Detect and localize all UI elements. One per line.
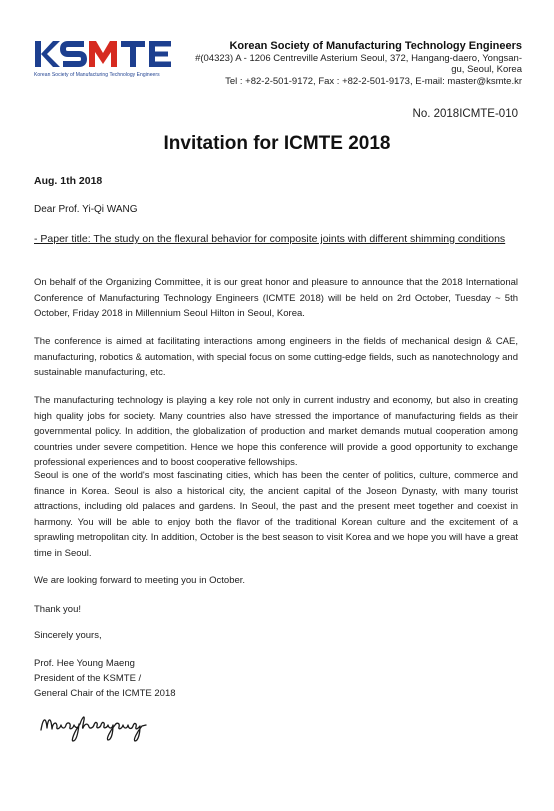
body-paragraph-seoul: Seoul is one of the world's most fascinating cities, which has been the center of politics, culture, commerce and finance in Korea. Seoul is also a historical city, the ancient capital of the Joseon Dynasty, with many tourist attractions, including old palaces and gardens. In Seoul, the past and the present meet together and coexist in harmony. You will be able to enjoy both the flavor of the traditional Korean culture and the excitement of a sprawling metropolitan city. In addition, October is the best season to visit Korea and we hope you will have a great time in Seoul. [34, 470, 518, 559]
document-number: No. 2018ICMTE-010 [412, 108, 518, 120]
body-paragraph-manufacturing: The manufacturing technology is playing a key role not only in current industry and economy, but also in creating high quality jobs for society. Many countries also have stressed the importance of manufacturing fields as their governmental policy. In addition, the globalization of production and market demands mutual cooperation among countries under severe competition. Hence we hope this conference will provide a good opportunity to exchange professional experiences and to boost cooperative fellowships. [34, 395, 518, 468]
ksmte-logo-mark [34, 38, 174, 70]
body-paragraph-announcement: On behalf of the Organizing Committee, it is our great honor and pleasure to announce that the 2018 International Conference of Manufacturing Technology Engineers (ICMTE 2018) will be held on 2rd October, Tuesday ~ 5th October, Friday 2018 in Millennium Seoul Hilton in Seoul, Korea. [34, 277, 518, 319]
document-title: Invitation for ICMTE 2018 [163, 133, 391, 154]
organization-address-line1: #(04323) A - 1206 Centreville Asterium Seoul, 372, Hangang-daero, Yongsan- [195, 53, 522, 64]
organization-info [192, 40, 522, 88]
handwritten-signature [38, 708, 168, 744]
signer-title-1: President of the KSMTE / [34, 673, 142, 684]
signer-block [34, 656, 176, 701]
logo-subtitle: Korean Society of Manufacturing Technology Engineers [34, 72, 160, 78]
signer-title-2: General Chair of the ICMTE 2018 [34, 688, 176, 699]
letter-date: Aug. 1th 2018 [34, 175, 103, 187]
body-paragraph-aims: The conference is aimed at facilitating interactions among engineers in the fields of mechanical design & CAE, manufacturing, robotics & automation, with special focus on some cutting-edge fields, such as nanotechnology and sustainable manufacturing, etc. [34, 336, 518, 378]
closing-sincerely: Sincerely yours, [34, 630, 102, 641]
signer-name: Prof. Hee Young Maeng [34, 658, 135, 669]
ksmte-logo [34, 38, 176, 78]
closing-thanks: Thank you! [34, 604, 81, 615]
organization-contact: Tel : +82-2-501-9172, Fax : +82-2-501-9173, E-mail: master@ksmte.kr [225, 76, 522, 87]
closing-forward: We are looking forward to meeting you in October. [34, 575, 246, 586]
paper-title: - Paper title: The study on the flexural behavior for composite joints with different shimming conditions [34, 233, 506, 245]
organization-address-line2: gu, Seoul, Korea [451, 64, 522, 75]
organization-name: Korean Society of Manufacturing Technology Engineers [229, 40, 522, 52]
salutation: Dear Prof. Yi-Qi WANG [34, 204, 138, 215]
